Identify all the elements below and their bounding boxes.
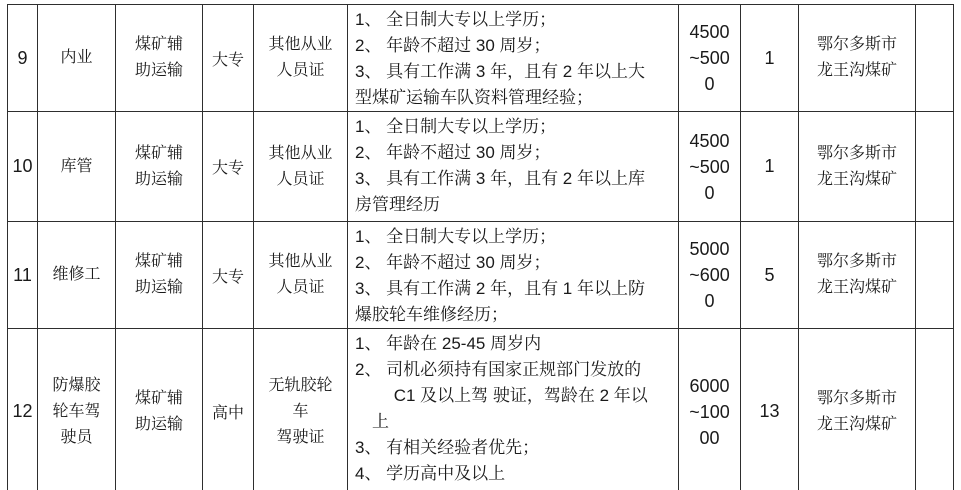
text-line: ~100 bbox=[689, 401, 730, 422]
text-line: 1、 全日制大专以上学历； bbox=[355, 117, 557, 136]
cell-education: 大专 bbox=[203, 222, 254, 329]
cell-certificate bbox=[254, 112, 348, 222]
cell-location bbox=[799, 112, 916, 222]
text-line: 3、 具有工作满 2 年，且有 1 年以上防 bbox=[355, 279, 645, 298]
text-line: 龙王沟煤矿 bbox=[816, 170, 897, 188]
text-line: 助运输 bbox=[134, 170, 183, 188]
cell-salary bbox=[679, 5, 741, 112]
text-line: 鄂尔多斯市 bbox=[816, 144, 897, 162]
text-line: 库管 bbox=[60, 157, 93, 175]
cell-certificate bbox=[254, 329, 348, 490]
cell-requirements bbox=[348, 5, 679, 112]
text-line: 驾驶证 bbox=[276, 428, 325, 446]
text-line: 4500 bbox=[689, 130, 730, 151]
cell-position bbox=[38, 222, 116, 329]
text-line: 上 bbox=[355, 412, 389, 431]
text-line: 维修工 bbox=[52, 266, 101, 283]
cell-headcount: 1 bbox=[741, 5, 799, 112]
cell-headcount: 13 bbox=[741, 329, 799, 490]
cell-row-number: 12 bbox=[8, 329, 38, 490]
text-line: 0 bbox=[704, 291, 715, 311]
text-line: 助运输 bbox=[134, 279, 183, 296]
cell-department bbox=[116, 112, 203, 222]
text-line: 6000 bbox=[689, 375, 730, 396]
text-line: 驶员 bbox=[60, 428, 93, 446]
cell-headcount: 5 bbox=[741, 222, 799, 329]
cell-certificate bbox=[254, 222, 348, 329]
cell-position bbox=[38, 112, 116, 222]
text-line: 0 bbox=[704, 182, 715, 203]
text-line: 1、 全日制大专以上学历； bbox=[355, 227, 557, 246]
cell-salary bbox=[679, 329, 741, 490]
text-line: 轮车驾 bbox=[52, 402, 101, 420]
text-line: 龙王沟煤矿 bbox=[816, 279, 897, 296]
text-line: 其他从业 bbox=[268, 144, 333, 162]
text-line: 3、 有相关经验者优先； bbox=[355, 438, 540, 457]
cell-notes bbox=[916, 112, 954, 222]
cell-location bbox=[799, 5, 916, 112]
text-line: 2、 年龄不超过 30 周岁； bbox=[355, 36, 551, 55]
cell-position bbox=[38, 329, 116, 490]
cell-headcount: 1 bbox=[741, 112, 799, 222]
text-line: 其他从业 bbox=[268, 253, 333, 270]
text-line: 人员证 bbox=[276, 279, 325, 296]
cell-education: 大专 bbox=[203, 5, 254, 112]
text-line: 2、 年龄不超过 30 周岁； bbox=[355, 253, 551, 272]
text-line: 1、 年龄在 25-45 周岁内 bbox=[355, 334, 542, 353]
text-line: 车 bbox=[292, 402, 309, 420]
text-line: 其他从业 bbox=[268, 36, 333, 53]
cell-row-number: 10 bbox=[8, 112, 38, 222]
cell-requirements bbox=[348, 222, 679, 329]
text-line: 煤矿辅 bbox=[134, 253, 183, 270]
text-line: 人员证 bbox=[276, 170, 325, 188]
cell-location bbox=[799, 329, 916, 490]
text-line: 助运输 bbox=[134, 62, 183, 79]
text-line: 4500 bbox=[689, 22, 730, 42]
recruitment-table bbox=[7, 4, 954, 490]
cell-requirements bbox=[348, 112, 679, 222]
text-line: 房管理经历 bbox=[355, 195, 440, 214]
text-line: 1、 全日制大专以上学历； bbox=[355, 10, 557, 29]
table-row bbox=[8, 329, 954, 490]
text-line: 人员证 bbox=[276, 62, 325, 79]
text-line: 型煤矿运输车队资料管理经验； bbox=[355, 88, 593, 107]
text-line: 煤矿辅 bbox=[134, 36, 183, 53]
cell-row-number: 11 bbox=[8, 222, 38, 329]
text-line: ~600 bbox=[689, 265, 730, 285]
table-row bbox=[8, 222, 954, 329]
text-line: 煤矿辅 bbox=[134, 389, 183, 407]
table-body bbox=[8, 5, 954, 490]
cell-department bbox=[116, 222, 203, 329]
text-line: 鄂尔多斯市 bbox=[816, 36, 897, 53]
text-line: ~500 bbox=[689, 48, 730, 68]
cell-certificate bbox=[254, 5, 348, 112]
text-line: 3、 具有工作满 3 年，且有 2 年以上大 bbox=[355, 62, 645, 81]
cell-salary bbox=[679, 222, 741, 329]
cell-department bbox=[116, 5, 203, 112]
table-row bbox=[8, 112, 954, 222]
cell-location bbox=[799, 222, 916, 329]
cell-notes bbox=[916, 222, 954, 329]
cell-notes bbox=[916, 5, 954, 112]
text-line: 内业 bbox=[60, 49, 93, 66]
text-line: 龙王沟煤矿 bbox=[816, 62, 897, 79]
cell-department bbox=[116, 329, 203, 490]
text-line: 鄂尔多斯市 bbox=[816, 253, 897, 270]
cell-education: 大专 bbox=[203, 112, 254, 222]
text-line: 5000 bbox=[689, 239, 730, 259]
text-line: 3、 具有工作满 3 年，且有 2 年以上库 bbox=[355, 169, 645, 188]
text-line: 无轨胶轮 bbox=[268, 376, 333, 394]
cell-requirements bbox=[348, 329, 679, 490]
text-line: 4、 学历高中及以上 bbox=[355, 464, 506, 483]
text-line: 2、 司机必须持有国家正规部门发放的 bbox=[355, 360, 642, 379]
text-line: 助运输 bbox=[134, 415, 183, 433]
text-line: 煤矿辅 bbox=[134, 144, 183, 162]
cell-row-number: 9 bbox=[8, 5, 38, 112]
text-line: 0 bbox=[704, 74, 715, 94]
text-line: 龙王沟煤矿 bbox=[816, 415, 897, 433]
text-line: 鄂尔多斯市 bbox=[816, 389, 897, 407]
text-line: 爆胶轮车维修经历； bbox=[355, 305, 508, 324]
cell-education: 高中 bbox=[203, 329, 254, 490]
cell-salary bbox=[679, 112, 741, 222]
cell-position bbox=[38, 5, 116, 112]
text-line: 00 bbox=[699, 427, 720, 448]
text-line: ~500 bbox=[689, 156, 730, 177]
text-line: 防爆胶 bbox=[52, 376, 101, 394]
table-row bbox=[8, 5, 954, 112]
text-line: C1 及以上驾 驶证，驾龄在 2 年以 bbox=[355, 386, 648, 405]
text-line: 2、 年龄不超过 30 周岁； bbox=[355, 143, 551, 162]
cell-notes bbox=[916, 329, 954, 490]
